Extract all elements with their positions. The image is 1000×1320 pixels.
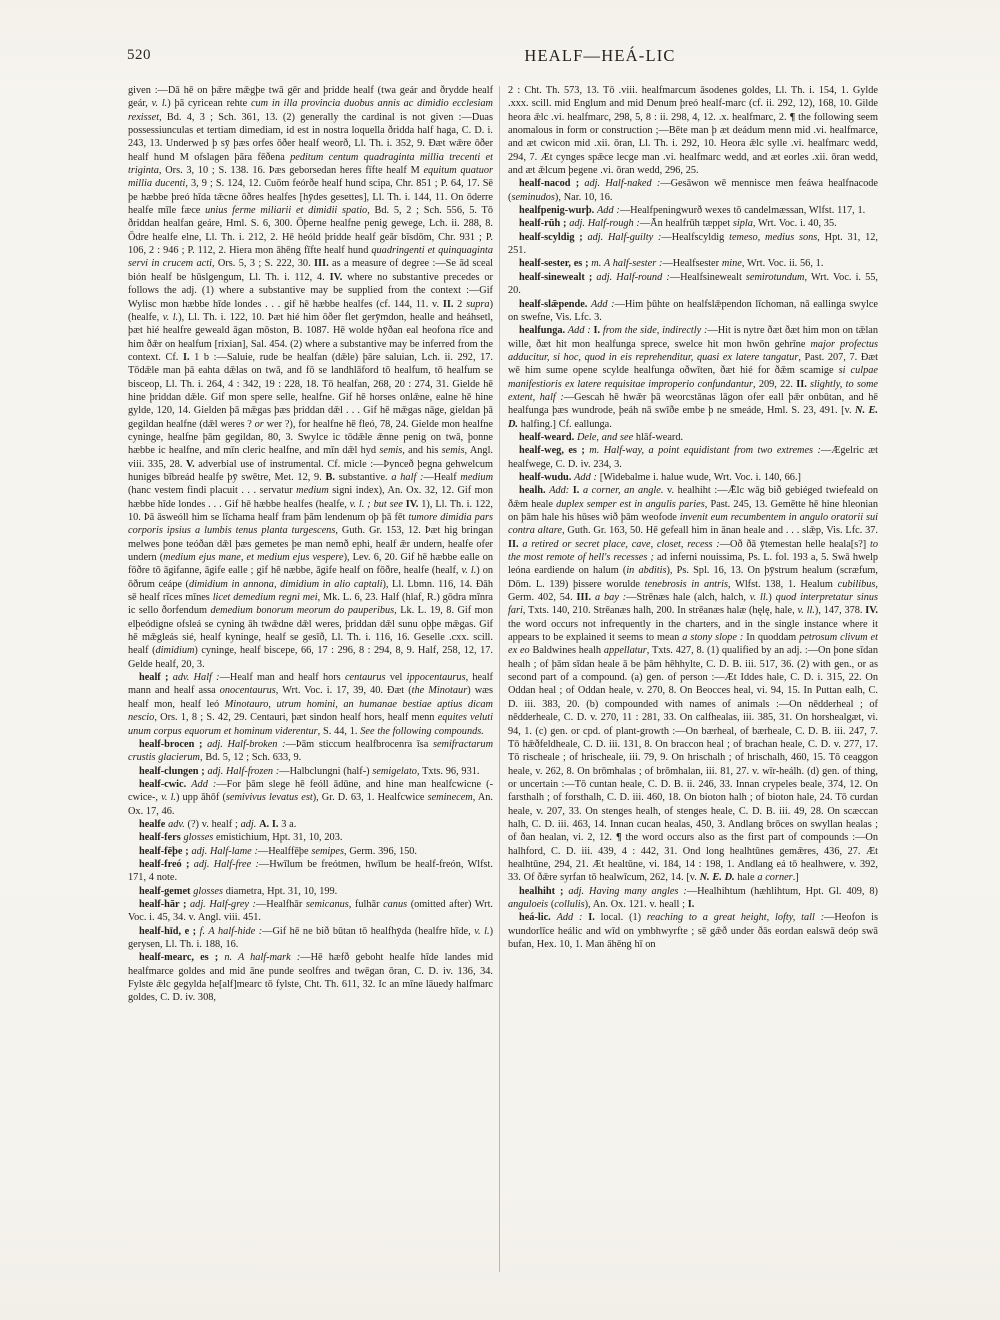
entry-paragraph: healf-gemet glosses diametra, Hpt. 31, 10, 199. xyxy=(139,885,338,897)
entry-paragraph: heá-lic. Add : I. local. (1) reaching to a great height, lofty, tall :—Heofon is wundorlīce heálic and wīd on ymbhwyrfte ; sē gǣð under ðās eordan ealswā deóp swā bufan, Hex. 10, 1. Man āhēng hī on xyxy=(508,912,878,950)
entry-paragraph: healhiht ; adj. Having many angles :—Healhihtum (hæhlihtum, Hpt. Gl. 409, 8) anguloeis (collulis), An. Ox. 121. v. heall ; I. xyxy=(508,885,878,910)
column-left xyxy=(128,84,493,1280)
entry-paragraph: healf-scyldig ; adj. Half-guilty :—Healfscyldig temeso, medius sons, Hpt. 31, 12, 251. xyxy=(508,231,878,257)
entry-paragraph: healh. Add: I. a corner, an angle. v. healhiht :—Ǣlc wāg bið gebiéged twiefeald on ðǣm heale duplex semper est in angulis paries, Past. 245, 13. Gemētte hē hine hleonian on þām hale his hūses wið þām weofode invenit eum recumbentem in angulo oratorii sui contra altare, Guth. Gr. 163, 50. Hē gefeall him in ānan heale and . . . slǣp, Vis. Lfc. 37. II. a retired or secret place, cave, closet, recess :—Oð ðā ȳtemestan helle heala[s?] to the most remote of hell's recesses ; ad inferni nouissima, Ps. L. fol. 193 a, 5. Swā hwelp leóna eardiende on halum (in abditis), Ps. Spl. 16, 13. On þȳstrum healum (scræfum, Dōm. L. 139) þissere worulde tenebrosis in antris, Wlfst. 138, 1. Healum cubilibus, Germ. 402, 54. III. a bay :—Strēnæs hale (alch, halch, v. ll.) quod interpretatur sinus fari, Txts. 140, 210. Strēanæs halh, 200. In strēanæs halæ (hęlę, hale, v. ll.), 147, 378. IV. the word occurs not infrequently in the charters, and in the single instance where it appears to be explained it seems to mean a stony slope : In quoddam petrosum clivum et ex eo Baldwines healh appellatur, Txts. 427, 8. (1) qualified by an adj. :—On þone sīdan healh ; of þām sīdan heale ā be þām hēhhylte, C. D. B. iii. 517, 36. (2) with gen., or as second part of a compound. (a) gen. of person :—Æt Iddes hale, C. D. i. 315, 22. On Oddan heal ; of Oddan heale, v. 270, 8. On Beocces heal, vi. 94, 15. In Puttan ealh, C. D. iii. 383, 20. (b) compounded with names of animals :—On nēdderheal ; of nēdderheale, C. D. v. 270, 11 : 281, 33. On calfhealas, iii. 385, 31. On horshealgæt, vi. 94, 1. (c) gen. or cpd. of plant-growth :—On bærheal, of bærheale, C. D. B. iii. 247, 7. Tō hǣðfeldheale, C. D. iii. 131, 8. On braccon heal ; of brachan heale, C. D. v. 277, 17. Tō rischeale ; of hrischeale, iii. 79, 9. On hrischalh ; of hrischalh, 460, 15. Tō ceaggon heale, v. 262, 8. On brōmhalas ; of brōmhalan, iii. 81, 27. v. wīr-heálh. (d) gen. of thing, or uncertain :—Tō cuntan heale, C. D. B. ii. 246, 33. Innan crypeles beale, 374, 12. On farsthalh ; of forsthalh, C. D. iii. 460, 18. On bioton halh ; of bioton hale, 24. Tō curdan heale, v. 207, 33. On stenges healh, of stenges heale, C. D. B. iii. 49, 28. On scæccan halh, C. D. iii. 463, 14. Innan cucan healas, 450, 3. Andlang brōces on swyllan healas ; of ðan healan, vi. 2, 12. ¶ the word occurs also as the first part of compounds :—On halhford, C. D. iii. 439, 4 : 442, 31. Ond long healhtūnes gemǣres, 436, 27. Æt healhtūne, 294, 21. Æt healtūne, vi. 184, 14 : 198, 1. Andlang eá tō healhwere, v. 392, 33. Of ðǣre syrfan tō healwīcum, 262, 14. [v. N. E. D. hale a corner.] xyxy=(508,485,878,884)
column-gap xyxy=(493,84,508,1280)
entry-paragraph: healf-wudu. Add : [Widebalme i. halue wude, Wrt. Voc. i. 140, 66.] xyxy=(519,471,801,483)
entry-paragraph: healf-nacod ; adj. Half-naked :—Gesāwon wē mennisce men feáwa healfnacode (seminudos), Nar. 10, 16. xyxy=(508,178,878,203)
entry-paragraph: healf-hār ; adj. Half-grey :—Healfhār semicanus, fulhār canus (omitted after) Wrt. Voc. i. 45, 34. v. Angl. viii. 451. xyxy=(128,898,493,924)
entry-paragraph: healf-weard. Dele, and see hlāf-weard. xyxy=(519,431,684,443)
column-right xyxy=(508,84,878,1280)
entry-paragraph: healf-freó ; adj. Half-free :—Hwīlum be freótmen, hwīlum be healf-freón, Wlfst. 171, 4 note. xyxy=(128,858,493,884)
page-number: 520 xyxy=(127,47,151,63)
entry-paragraph: healf ; adv. Half :—Healf man and healf hors centaurus vel ippocentaurus, healf mann and healf assa onocentaurus, Wrt. Voc. i. 17, 39, 40. Ðæt (the Minotaur) wæs healf mon, healf leó Minotauro, utrum homini, an humanae bestiae aptius dicam nescio, Ors. 1, 8 ; S. 42, 29. Centauri, þæt sindon healf hors, healf menn equites veluti unum corpus equorum et hominum viderentur, S. 44, 1. See the following compounds. xyxy=(128,672,493,737)
entry-paragraph: healfpenig-wurþ. Add :—Healfpeningwurð wexes tō candelmæssan, Wlfst. 117, 1. xyxy=(519,205,866,217)
entry-paragraph: healf-rūh ; adj. Half-rough :—Ān healfrūh tæppet sipla, Wrt. Voc. i. 40, 35. xyxy=(519,218,837,230)
text-columns xyxy=(128,84,878,1280)
entry-paragraph: healf-brocen ; adj. Half-broken :—Þām sticcum healfbrocenra īsa semifractarum crustis glacierum, Bd. 5, 12 ; Sch. 633, 9. xyxy=(128,738,493,764)
entry-paragraph: healf-fēþe ; adj. Half-lame :—Healffēþe semipes, Germ. 396, 150. xyxy=(139,845,417,857)
entry-paragraph: healf-fers glosses emistichium, Hpt. 31, 10, 203. xyxy=(139,832,343,844)
entry-paragraph: healfe adv. (?) v. healf ; adj. A. I. 3 a. xyxy=(139,818,297,830)
entry-paragraph: given :—Dā hē on þǣre mǣgþe twā gēr and þridde healf (twa geár and ðrydde healf geár, v. l.) þā cyricean rehte cum in illa provincia duobus annis ac dimidio ecclesiam rexisset, Bd. 4, 3 ; Sch. 361, 13. (2) generally the cardinal is not given :—Duas possessiunculas et tertiam dimediam, id est in nostra loquella ðridda half haga, C. D. i. 243, 13. Underwed þ sȳ þæs orfes ōðer healf weorð, Ll. Th. i. 352, 9. Ðæt wǣre ōðer healf hund M ofslagen þāra fēðena peditum centum quadraginta millia trecenti et triginta, Ors. 3, 10 ; S. 138. 16. Þæs geborsedan heres fīfte healf M equitum quatuor millia ducenti, 3, 9 ; S. 124, 12. Cuōm feórðe healf hund scipa, Chr. 851 ; P. 64, 17. Sē þe hæbbe þreó hīda tǣcne ōðres healfes [hȳdes gesettes], Ll. Th. i. 144, 11. On ōderre healfe mīle fæce unius ferme miliarii et dimidii spatio, Bd. 5, 2 ; Sch. 556, 5. Tō ðriddan healfan geáre, Hml. S. 6, 300. Ōþerne healfne penig gewege, Lch. ii. 288, 8. Ōdre healfe elne, Ll. Th. i. 212, 2. Hē heóld þridde healf geār bīsdōm, Chr. 931 ; P. 106, 2 : 946 ; P. 112, 2. Hiera mon āhēng fīfte healf hund quadringenti et quinquaginta servi in crucem acti, Ors. 5, 3 ; S. 222, 30. III. as a measure of degree :—Se ād sceal bión healf be hūslgengum, Ll. Th. i. 112, 4. IV. where no substantive precedes or follows the adj. (1) where a substantive may be supplied from the context :—Gif Wylisc mon hæbbe hīde londes . . . gif hē hæbbe healfes (cf. 144, 11. v. II. 2 supra) (healfe, v. l.), Ll. Th. i. 122, 10. Þæt hié him ōðer flet gerȳmdon, healle and heáhsetl, þæt hié healfre geweald āgan mōston, B. 1087. Hē wolde hȳðan eal heofona rīce and him ðǣr on healfum [rixian], Sal. 454. (2) where a substantive may be inferred from the context. Cf. I. 1 b :—Saluie, rude be healfan (dǣle) þāre saluian, Lch. ii. 292, 17. Tōdǣle man þā eahta dǣlas on twā, and fō se landhlāford tō healfum, tō healfum se bisceop, Ll. Th. i. 264, 4 : 342, 19 : 228, 18. Tō healfan, 268, 20 : 274, 31. Gielde hē hine þriddan dǣle. Gif mon spere selle, healfne. Gif hē horses onlǣne, ealne hē hine gylde, 120, 14. Gielden þā mǣgas þæs þriddan dǣl . . . Gif hē mǣgas nāge, gieldan þā gegildan healfne (dǣl weres ? or wer ?), for healfne hē fleó, 78, 24. Gielde mon healfne cyninge, healfne þām gegildan, 80, 3. Swylce ic tōdǣle ǣnne penig on twā, þonne hæbbe ic healfne, and mīn cleric healfne, and mīn dǣl hyd semis, and his semis, Angl. viii. 335, 28. V. adverbial use of instrumental. Cf. micle :—Þynceð þegna gehwelcum huniges bībreád healfe þȳ swētre, Met. 12, 9. B. substantive. a half :—Healf medium (hanc vestem findi placuit . . . servatur medium signi index), An. Ox. 32, 12. Gif mon hæbbe hīde londes . . . Gif hē hæbbe healfes (healfe, v. l. ; but see IV. 1), Ll. Th. i. 122, 10. Þā āsweóll him se līchama healf fram þām lendenum oþ þā fēt tumore dimidia pars corporis ipsius a lumbis tenus planta turgescens, Guth. Gr. 153, 12. Þæt hig bringan melwes þone teóðan dǣl þæs gemetes þe man nemð ephi, healf ǣr undern, healfe ofer undern (medium ejus mane, et medium ejus vespere), Lev. 6, 20. Gif hē hæbbe ealle on fōðre tō āgifanne, āgife ealle ; gif hē næbbe, āgife healf on fōðre, healfe (healf, v. l.) on ōðrum ceápe (dimidium in annona, dimidium in alio captali), Ll. Lbmn. 116, 14. Ðāh sē healf rīces mīnes licet demedium regni mei, Mk. L. 6, 23. Half (hlaf, R.) gōdra mīnra ic sello ðorfendum demedium bonorum meorum do pauperibus, Lk. L. 19, 8. Gif mon elþeódigne ofsleá se cyning āh twǣdne dǣl weres, þriddan dǣl sunu oþþe mǣgas. Gif hē mǣgleás sié, healf kyninge, healf se gesīð, Ll. Th. i. 116, 16. Geselle .cxx. scill. healf (dimidium) cyninge, healf biscepe, 66, 17 : 296, 8 : 294, 8, 9. Half, 258, 12, 17. Gelde healf, 20, 3. xyxy=(128,85,493,670)
entry-paragraph: healf-slǣpende. Add :—Him þūhte on healfslǣpendon līchoman, nā eallinga swylce on swefne, Vis. Lfc. 3. xyxy=(508,298,878,323)
entry-paragraph: healf-mearc, es ; n. A half-mark :—Hē hæfð geboht healfe hīde landes mid healfmarce goldes and mid āne punde seolfres and twēgan ōran, C. D. iv. 136, 34. Fylste ǣlc gegylda he[alf]mearc tō fylste, Cht. Th. 611, 32. Ic an mīne lāuedy halfmarc goldes, C. D. iv. 308, xyxy=(128,952,493,1004)
entry-paragraph: healf-sinewealt ; adj. Half-round :—Healfsinewealt semirotundum, Wrt. Voc. i. 55, 20. xyxy=(508,271,878,297)
entry-paragraph: healf-hīd, e ; f. A half-hide :—Gif hē ne bið būtan tō healfhȳda (healfre hīde, v. l.) gerysen, Ll. Th. i. 188, 16. xyxy=(128,925,493,950)
page-title: HEALF—HEÁ-LIC xyxy=(524,46,676,65)
entry-paragraph: 2 : Cht. Th. 573, 13. Tō .viii. healfmarcum āsodenes goldes, Ll. Th. i. 154, 1. Gylde .xxx. scill. mid Englum and mid Denum þreó healf-marc (cf. ii. 292, 12), 168, 10. Gilde heora ǣlc .vi. healfmarc, 298, 5, 8 : ii. 298, 4, 12. .x. healfmarc, 2. ¶ the following seem anomalous in form or construction ;—Bēte man þ æt deádum menn mid .vi. healfmarce, and æt cwicon mid .xii. ōran, Ll. Th. i. 292, 10. Heora ǣlc sylle .vi. healfmarc wedd, 294, 7. Æt cynges spǣce lecge man .vi. healfmarc wedd, and æt eorles .xii. ōran wedd, and æt ǣlcum þegene .vi. ōran wedd, 296, 25. xyxy=(508,85,878,177)
entry-paragraph: healf-clungen ; adj. Half-frozen :—Halbclungni (half-) semigelato, Txts. 96, 931. xyxy=(139,765,480,777)
entry-paragraph: healf-sester, es ; m. A half-sester :—Healfsester mine, Wrt. Voc. ii. 56, 1. xyxy=(519,258,824,270)
entry-paragraph: healfunga. Add : I. from the side, indirectly :—Hit is nytre ðæt ðæt him mon on tǣlan wille, ðæt hit mon healfunga sprece, swelce hit mon hwōn gehrīne major profectus adducitur, si hoc, quod in eis reprehenditur, quasi ex latere tangatur, Past. 207, 7. Ðæt wē him sume opene scylde healfunga oðwīten, ðæt hié for ðǣm scamige si culpae manifestioris ex latere requisitae improperio confundantur, 209, 22. II. slightly, to some extent, half :—Gescah hē hwǣr þā weorcstānas lāgon ofer eall þǣr onbūtan, and hē healfunga þæs wundrode, þeáh nā swīðe embe þ ne smeáde, Hml. S. 23, 491. [v. N. E. D. halfing.] Cf. eallunga. xyxy=(508,325,878,430)
entry-paragraph: healf-weg, es ; m. Half-way, a point equidistant from two extremes :—Ægelric æt healfwege, C. D. iv. 234, 3. xyxy=(508,445,878,470)
entry-paragraph: healf-cwic. Add :—For þām slege hē feóll ādūne, and hine man healfcwicne (-cwice-, v. l.) upp āhōf (semivivus levatus est), Gr. D. 63, 1. Healfcwice seminecem, An. Ox. 17, 46. xyxy=(128,778,493,817)
